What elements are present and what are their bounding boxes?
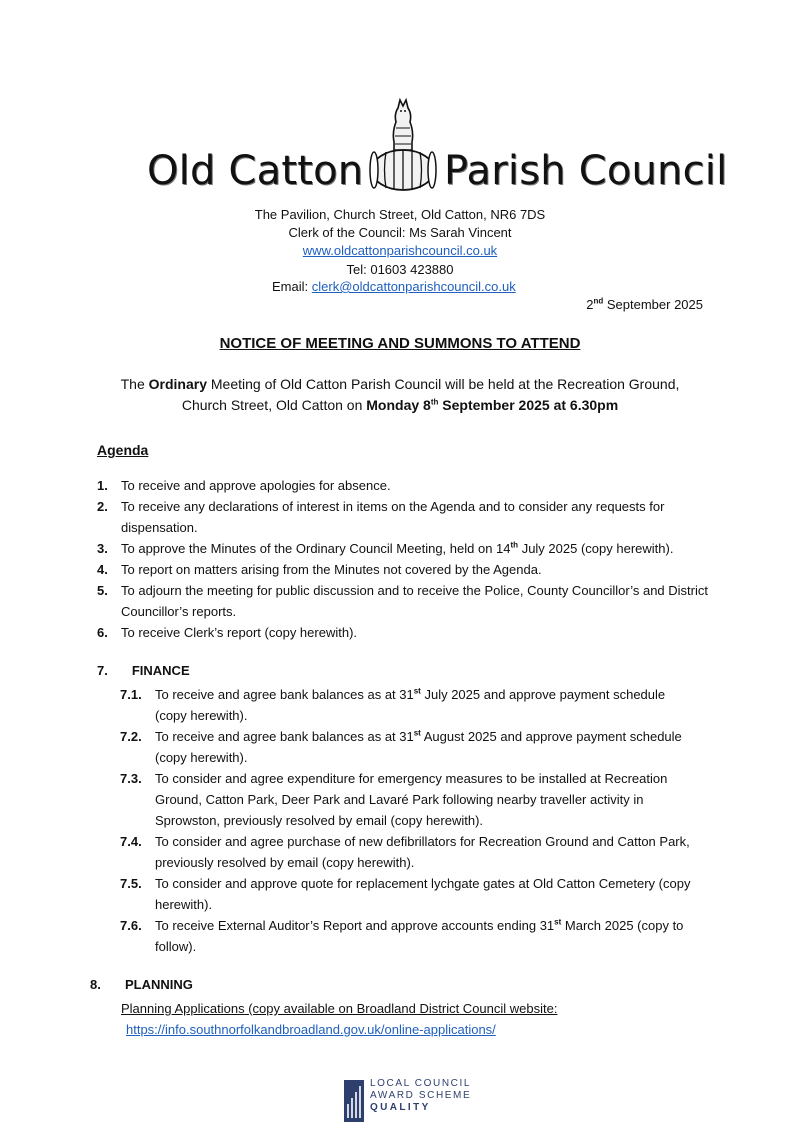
agenda-item: 6. To receive Clerk’s report (copy herewith).	[97, 625, 358, 640]
planning-applications-link[interactable]: https://info.southnorfolkandbroadland.gov.uk/online-applications/	[126, 1022, 496, 1037]
email-line	[272, 279, 516, 294]
council-title-left: Old Catton	[147, 148, 364, 194]
clerk-line: Clerk of the Council: Ms Sarah Vincent	[288, 225, 512, 240]
email-link[interactable]: clerk@oldcattonparishcouncil.co.uk	[311, 279, 516, 294]
planning-heading: PLANNING	[125, 977, 193, 992]
agenda-title: Agenda	[97, 442, 149, 458]
finance-item: 7.5. To consider and approve quote for replacement lychgate gates at Old Catton Cemetery (copy herewith).	[120, 876, 691, 912]
finance-item: 7.4. To consider and agree purchase of new defibrillators for Recreation Ground and Catton Park, previously resolved by email (copy herewith).	[120, 834, 690, 870]
notice-intro: The Ordinary Meeting of Old Catton Parish Council will be held at the Recreation Ground, Church Street, Old Catton on Monday 8th September 2025 at 6.30pm	[120, 376, 680, 413]
notice-heading: NOTICE OF MEETING AND SUMMONS TO ATTEND	[219, 335, 581, 352]
finance-item: 7.1. To receive and agree bank balances as at 31st July 2025 and approve payment schedule (copy herewith).	[120, 686, 666, 723]
agenda-item: 2. To receive any declarations of interest in items on the Agenda and to consider any requests for dispensation.	[97, 499, 665, 535]
planning-applications-note: Planning Applications (copy available on Broadland District Council website:	[121, 1001, 558, 1016]
finance-item: 7.3. To consider and agree expenditure for emergency measures to be installed at Recreation Ground, Catton Park, Deer Park and Lavaré Park following nearby traveller activity in Sprowston, previously resolved by email (copy herewith).	[120, 771, 668, 828]
award-logo	[344, 1078, 494, 1126]
address-line: The Pavilion, Church Street, Old Catton, NR6 7DS	[254, 207, 546, 222]
finance-item: 7.2. To receive and agree bank balances as at 31st August 2025 and approve payment schedule (copy herewith).	[120, 728, 682, 765]
award-text: LOCAL COUNCIL AWARD SCHEME QUALITY	[370, 1078, 472, 1113]
notice-date: 2nd September 2025	[586, 296, 703, 312]
website-link[interactable]: www.oldcattonparishcouncil.co.uk	[302, 243, 498, 258]
local-council-award-icon	[344, 1080, 364, 1122]
tel-line: Tel: 01603 423880	[346, 262, 454, 277]
agenda-item: 5. To adjourn the meeting for public discussion and to receive the Police, County Councillor’s and District Councillor’s reports.	[97, 583, 708, 619]
agenda-item: 4. To report on matters arising from the Minutes not covered by the Agenda.	[97, 562, 542, 577]
finance-heading: 7. FINANCE	[97, 663, 190, 678]
email-label: Email:	[272, 279, 309, 294]
agenda-item: 3. To approve the Minutes of the Ordinary Council Meeting, held on 14th July 2025 (copy herewith).	[97, 540, 674, 556]
barrel-crest-icon	[368, 98, 438, 194]
council-title-right: Parish Council	[444, 148, 728, 194]
agenda-item: 1. To receive and approve apologies for absence.	[97, 478, 391, 493]
planning-number: 8.	[90, 977, 101, 992]
finance-item: 7.6. To receive External Auditor’s Report and approve accounts ending 31st March 2025 (copy to follow).	[120, 917, 684, 954]
